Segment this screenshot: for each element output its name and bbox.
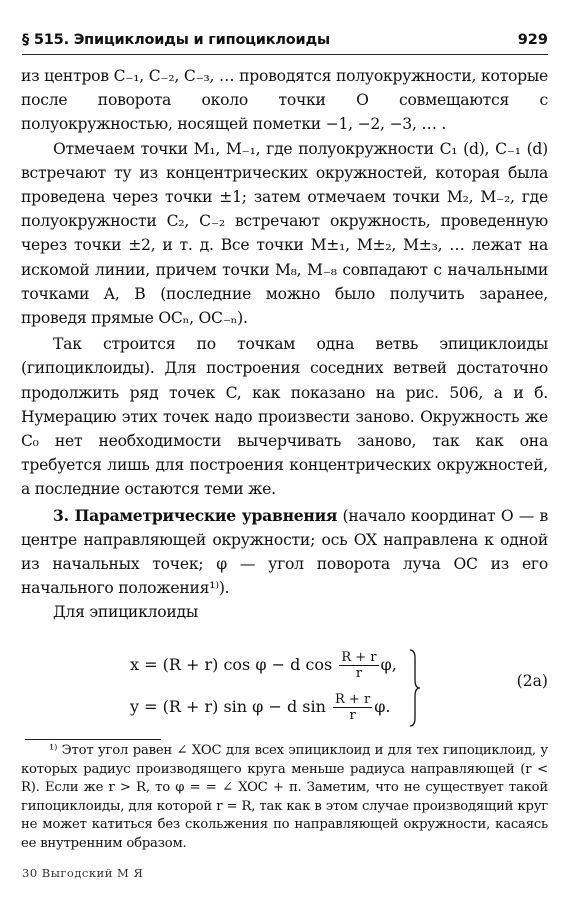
equation-x: [130, 650, 397, 681]
footnote-rule: [25, 739, 161, 740]
paragraph-1: из центров C₋₁, C₋₂, C₋₃, … проводятся полуокружности, которые после поворота около точки O совмещаются с полуокружностью, носящей пометки −1, −2, −3, … .: [21, 67, 548, 134]
paragraph-5: Для эпициклоиды: [53, 603, 199, 622]
paragraph-3: Так строится по точкам одна ветвь эпициклоиды (гипоциклоиды). Для построения соседних ветвей достаточно продолжить ряд точек C, как показано на рис. 506, а и б. Нумерацию этих точек надо произвести заново. Окружность же C₀ нет необходимости вычерчивать заново, так как она требуется лишь для построения концентрических окружностей, а последние остаются теми же.: [21, 335, 548, 499]
fraction-numerator: R + r: [341, 650, 377, 665]
paragraph-4: [21, 504, 548, 601]
footnote: [21, 742, 548, 854]
equation-x-right: φ,: [380, 655, 397, 674]
footnote-text: ¹⁾ Этот угол равен ∠ XOC для всех эпициклоид и для тех гипоциклоид, у которых радиус производящего круга меньше радиуса направляющей (r < R). Если же r > R, то φ = = ∠ XOC + π. Заметим, что не существует такой гипоциклоиды, для которой r = R, так как в этом случае производящий круг не может катиться без скольжения по направляющей окружности, касаясь ее внутренним образом.: [21, 743, 548, 851]
paragraph-2: Отмечаем точки M₁, M₋₁, где полуокружности C₁ (d), C₋₁ (d) встречают ту из концентрических окружностей, которая была проведена через точки ±1; затем отмечаем точки M₂, M₋₂, где полуокружности C₂, C₋₂ встречают окружность, проведенную через точки ±2, и т. д. Все точки M±₁, M±₂, M±₃, … лежат на искомой линии, причем точки M₈, M₋₈ совпадают с начальными точками A, B (последние можно было получить заранее, проведя прямые OCₙ, OC₋ₙ).: [21, 139, 548, 328]
main-text: [21, 64, 548, 625]
paragraph-4-text: (начало координат O — в центре направляющей окружности; ось OX направлена к одной из начальных точек; φ — угол поворота луча OC из его начального положения¹⁾).: [21, 506, 548, 598]
header-rule: [22, 54, 548, 55]
fraction-denominator: r: [349, 708, 356, 723]
fraction-denominator: r: [355, 666, 363, 681]
printer-signature: 30 Выгодский М Я: [22, 866, 144, 880]
equation-number: (2а): [516, 672, 548, 690]
equation-x-left: x = (R + r) cos φ − d cos: [130, 655, 333, 674]
subsection-heading: 3. Параметрические уравнения: [53, 505, 338, 525]
fraction-y: [333, 692, 372, 723]
right-brace: [408, 648, 422, 728]
page-header: [22, 30, 548, 56]
page-number: 929: [517, 32, 548, 48]
equation-block: [130, 648, 550, 728]
equation-y: [130, 692, 390, 723]
section-title: § 515. Эпициклоиды и гипоциклоиды: [22, 32, 330, 48]
equation-y-right: φ.: [374, 697, 391, 716]
fraction-x: [339, 650, 378, 681]
equation-y-left: y = (R + r) sin φ − d sin: [130, 697, 326, 716]
fraction-numerator: R + r: [335, 692, 371, 707]
